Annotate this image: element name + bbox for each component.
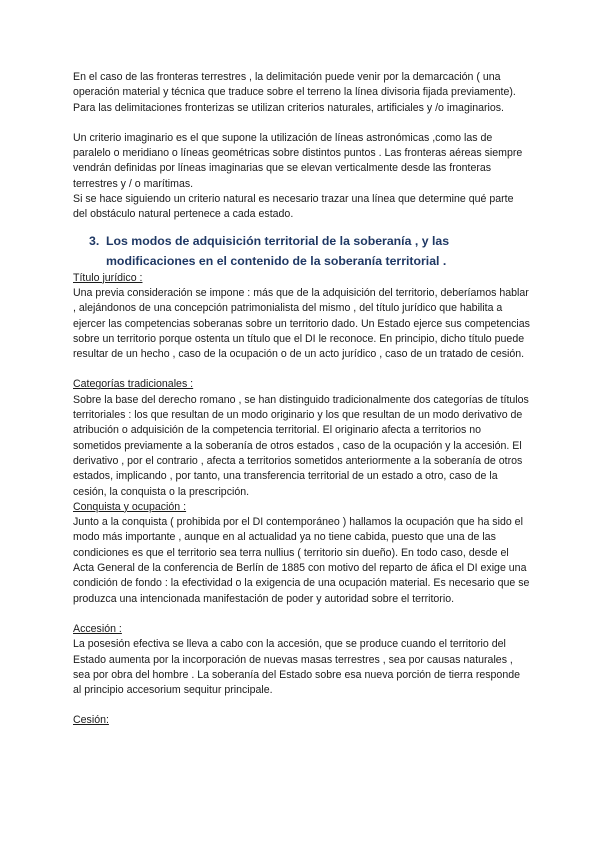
section-number: 3. [89,233,100,248]
subheading-accesion: Accesión : [73,622,122,635]
intro-paragraph-4: Si se hace siguiendo un criterio natural es necesario trazar una línea que determine qué parte del obstáculo natural pertenece a cada estado. [73,193,514,221]
section-title: Los modos de adquisición territorial de la soberanía , y las modificaciones en el contenido de la soberanía territorial . [106,233,450,268]
paragraph-accesion: La posesión efectiva se lleva a cabo con la accesión, que se produce cuando el territorio del Estado aumenta por la incorporación de nuevas masas terrestres , sea por causas naturales , sea por obra del hombre . La soberanía del Estado sobre esa nueva porción de tierra responde al principio accesorium sequitur principale. [73,638,520,697]
subheading-categorias: Categorías tradicionales : [73,378,194,391]
section-heading [89,231,530,271]
paragraph-conquista: Junto a la conquista ( prohibida por el DI contemporáneo ) hallamos la ocupación que ha sido el modo más importante , aunque en al actualidad ya no tiene cabida, puesto que una de las condiciones es que el territorio sea terra nullius ( territorio sin dueño). En todo caso, desde el Acta General de la conferencia de Berlín de 1885 con motivo del reparto de áfica el DI exige una condición de fondo : la efectividad o la exigencia de una ocupación material. Es necesario que se produzca una intencionada manifestación de poder y autoridad sobre el territorio. [73,516,530,605]
paragraph-titulo-juridico: Una previa consideración se impone : más que de la adquisición del territorio, deberíamos hablar , alejándonos de una concepción patrimonialista del mismo , del título jurídico que habilita a ejercer las competencias soberanas sobre un territorio dado. Un Estado ejerce sus competencias sobre un territorio porque ostenta un título que el DI le reconoce. En principio, dicho título puede resultar de un hecho , caso de la ocupación o de un acto jurídico , caso de un tratado de cesión. [73,286,530,361]
intro-paragraph-3: Un criterio imaginario es el que supone la utilización de líneas astronómicas ,como las de paralelo o meridiano o líneas geométricas sobre distintos puntos . Las fronteras aéreas siempre vendrán definidas por líneas imaginarias que se elevan verticalmente desde las fronteras terrestres y / o marítimas. [73,131,523,190]
intro-paragraph-2: Para las delimitaciones fronterizas se utilizan criterios naturales, artificiales y /o imaginarios. [73,101,504,114]
subheading-conquista: Conquista y ocupación : [73,500,187,513]
intro-paragraph-1: En el caso de las fronteras terrestres , la delimitación puede venir por la demarcación ( una operación material y técnica que traduce sobre el terreno la línea divisoria fijada previamente). [73,71,516,99]
subheading-titulo-juridico: Título jurídico : [73,271,143,284]
subheading-cesion: Cesión: [73,714,109,727]
paragraph-categorias: Sobre la base del derecho romano , se han distinguido tradicionalmente dos categorías de títulos territoriales : los que resultan de un modo originario y los que resultan de un modo derivativo de atribución o adquisición de la competencia territorial. El originario afecta a territorios no sometidos previamente a la soberanía de otros estados , caso de la ocupación y la accesión. El derivativo , por el contrario , afecta a territorios sometidos anteriormente a la soberanía de otros estados, implicando , por tanto, una transferencia territorial de un estado a otro, caso de la cesión, la conquista o la prescripción. [73,393,529,498]
